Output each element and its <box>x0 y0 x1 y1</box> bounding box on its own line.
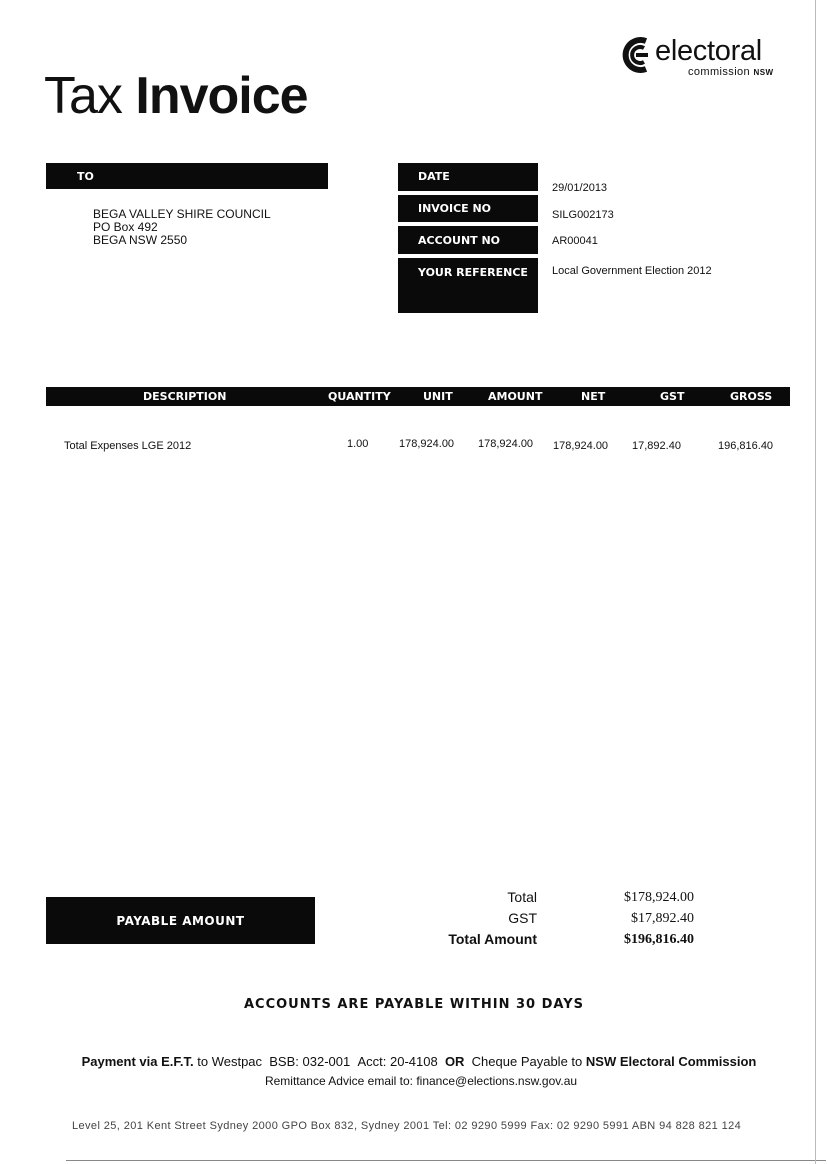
column-header: UNIT <box>423 390 453 403</box>
bottom-rule <box>66 1160 826 1161</box>
row-unit: 178,924.00 <box>399 438 455 450</box>
account-value: AR00041 <box>552 235 598 247</box>
payment-details <box>0 1054 828 1069</box>
date-label: DATE <box>418 170 450 183</box>
to-label: TO <box>77 170 94 183</box>
account-label: ACCOUNT NO <box>418 234 501 247</box>
column-header: GST <box>660 390 685 403</box>
reference-label-bar <box>398 258 538 313</box>
column-header: QUANTITY <box>328 390 391 403</box>
line-items-header <box>46 387 790 406</box>
recipient-address <box>93 208 271 247</box>
logo-sub-suffix: NSW <box>753 68 774 77</box>
date-label-bar <box>398 163 538 191</box>
acct-label: Acct: <box>357 1054 387 1069</box>
cheque-label: Cheque Payable to <box>471 1054 583 1069</box>
gst-total-value: $17,892.40 <box>631 911 694 926</box>
payee-name: NSW Electoral Commission <box>585 1054 757 1069</box>
logo-sub-text: commission <box>688 66 751 78</box>
total-value: $178,924.00 <box>624 890 694 905</box>
column-header: AMOUNT <box>488 390 543 403</box>
grand-total-value: $196,816.40 <box>624 932 694 947</box>
gst-total-label: GST <box>508 910 537 926</box>
title-light: Tax <box>44 67 122 125</box>
payment-terms-notice: ACCOUNTS ARE PAYABLE WITHIN 30 DAYS <box>243 997 584 1012</box>
address-line: BEGA VALLEY SHIRE COUNCIL <box>93 207 271 221</box>
row-net: 178,924.00 <box>553 440 609 452</box>
address-line: BEGA NSW 2550 <box>93 233 188 247</box>
total-label: Total <box>507 889 537 905</box>
payable-amount-label: PAYABLE AMOUNT <box>116 914 245 928</box>
row-gross: 196,816.40 <box>718 440 774 452</box>
address-line: PO Box 492 <box>93 220 158 234</box>
row-amount: 178,924.00 <box>478 438 534 450</box>
page-title <box>44 66 308 126</box>
invoice-value: SILG002173 <box>552 209 614 221</box>
column-header: GROSS <box>730 390 773 403</box>
grand-total-label: Total Amount <box>448 931 537 947</box>
eft-label: Payment via E.F.T. <box>81 1054 194 1069</box>
row-gst: 17,892.40 <box>632 440 681 452</box>
footer-address: Level 25, 201 Kent Street Sydney 2000 GPO Box 832, Sydney 2001 Tel: 02 9290 5999 Fax: 02 9290 5991 ABN 94 828 821 124 <box>72 1120 742 1132</box>
logo-wordmark: electoral <box>655 35 762 67</box>
reference-label: YOUR REFERENCE <box>418 266 528 279</box>
eft-bank: to Westpac <box>197 1054 263 1069</box>
or-label: OR <box>444 1054 465 1069</box>
payable-amount-bar <box>46 897 315 944</box>
acct-value: 20-4108 <box>389 1054 438 1069</box>
date-value: 29/01/2013 <box>552 182 608 194</box>
invoice-label: INVOICE NO <box>418 202 492 215</box>
logo-subtitle <box>688 66 773 78</box>
account-label-bar <box>398 226 538 254</box>
column-header: NET <box>581 390 606 403</box>
row-quantity: 1.00 <box>347 438 369 450</box>
column-header: DESCRIPTION <box>143 390 227 403</box>
invoice-label-bar <box>398 195 538 222</box>
scan-edge <box>815 0 816 1164</box>
row-description: Total Expenses LGE 2012 <box>64 440 192 452</box>
bsb: BSB: 032-001 <box>269 1054 351 1069</box>
title-bold: Invoice <box>135 67 308 125</box>
remittance-advice: Remittance Advice email to: finance@elections.nsw.gov.au <box>264 1074 578 1088</box>
reference-value: Local Government Election 2012 <box>552 265 712 277</box>
to-header-bar <box>46 163 328 189</box>
electoral-commission-logo-icon <box>622 37 652 73</box>
